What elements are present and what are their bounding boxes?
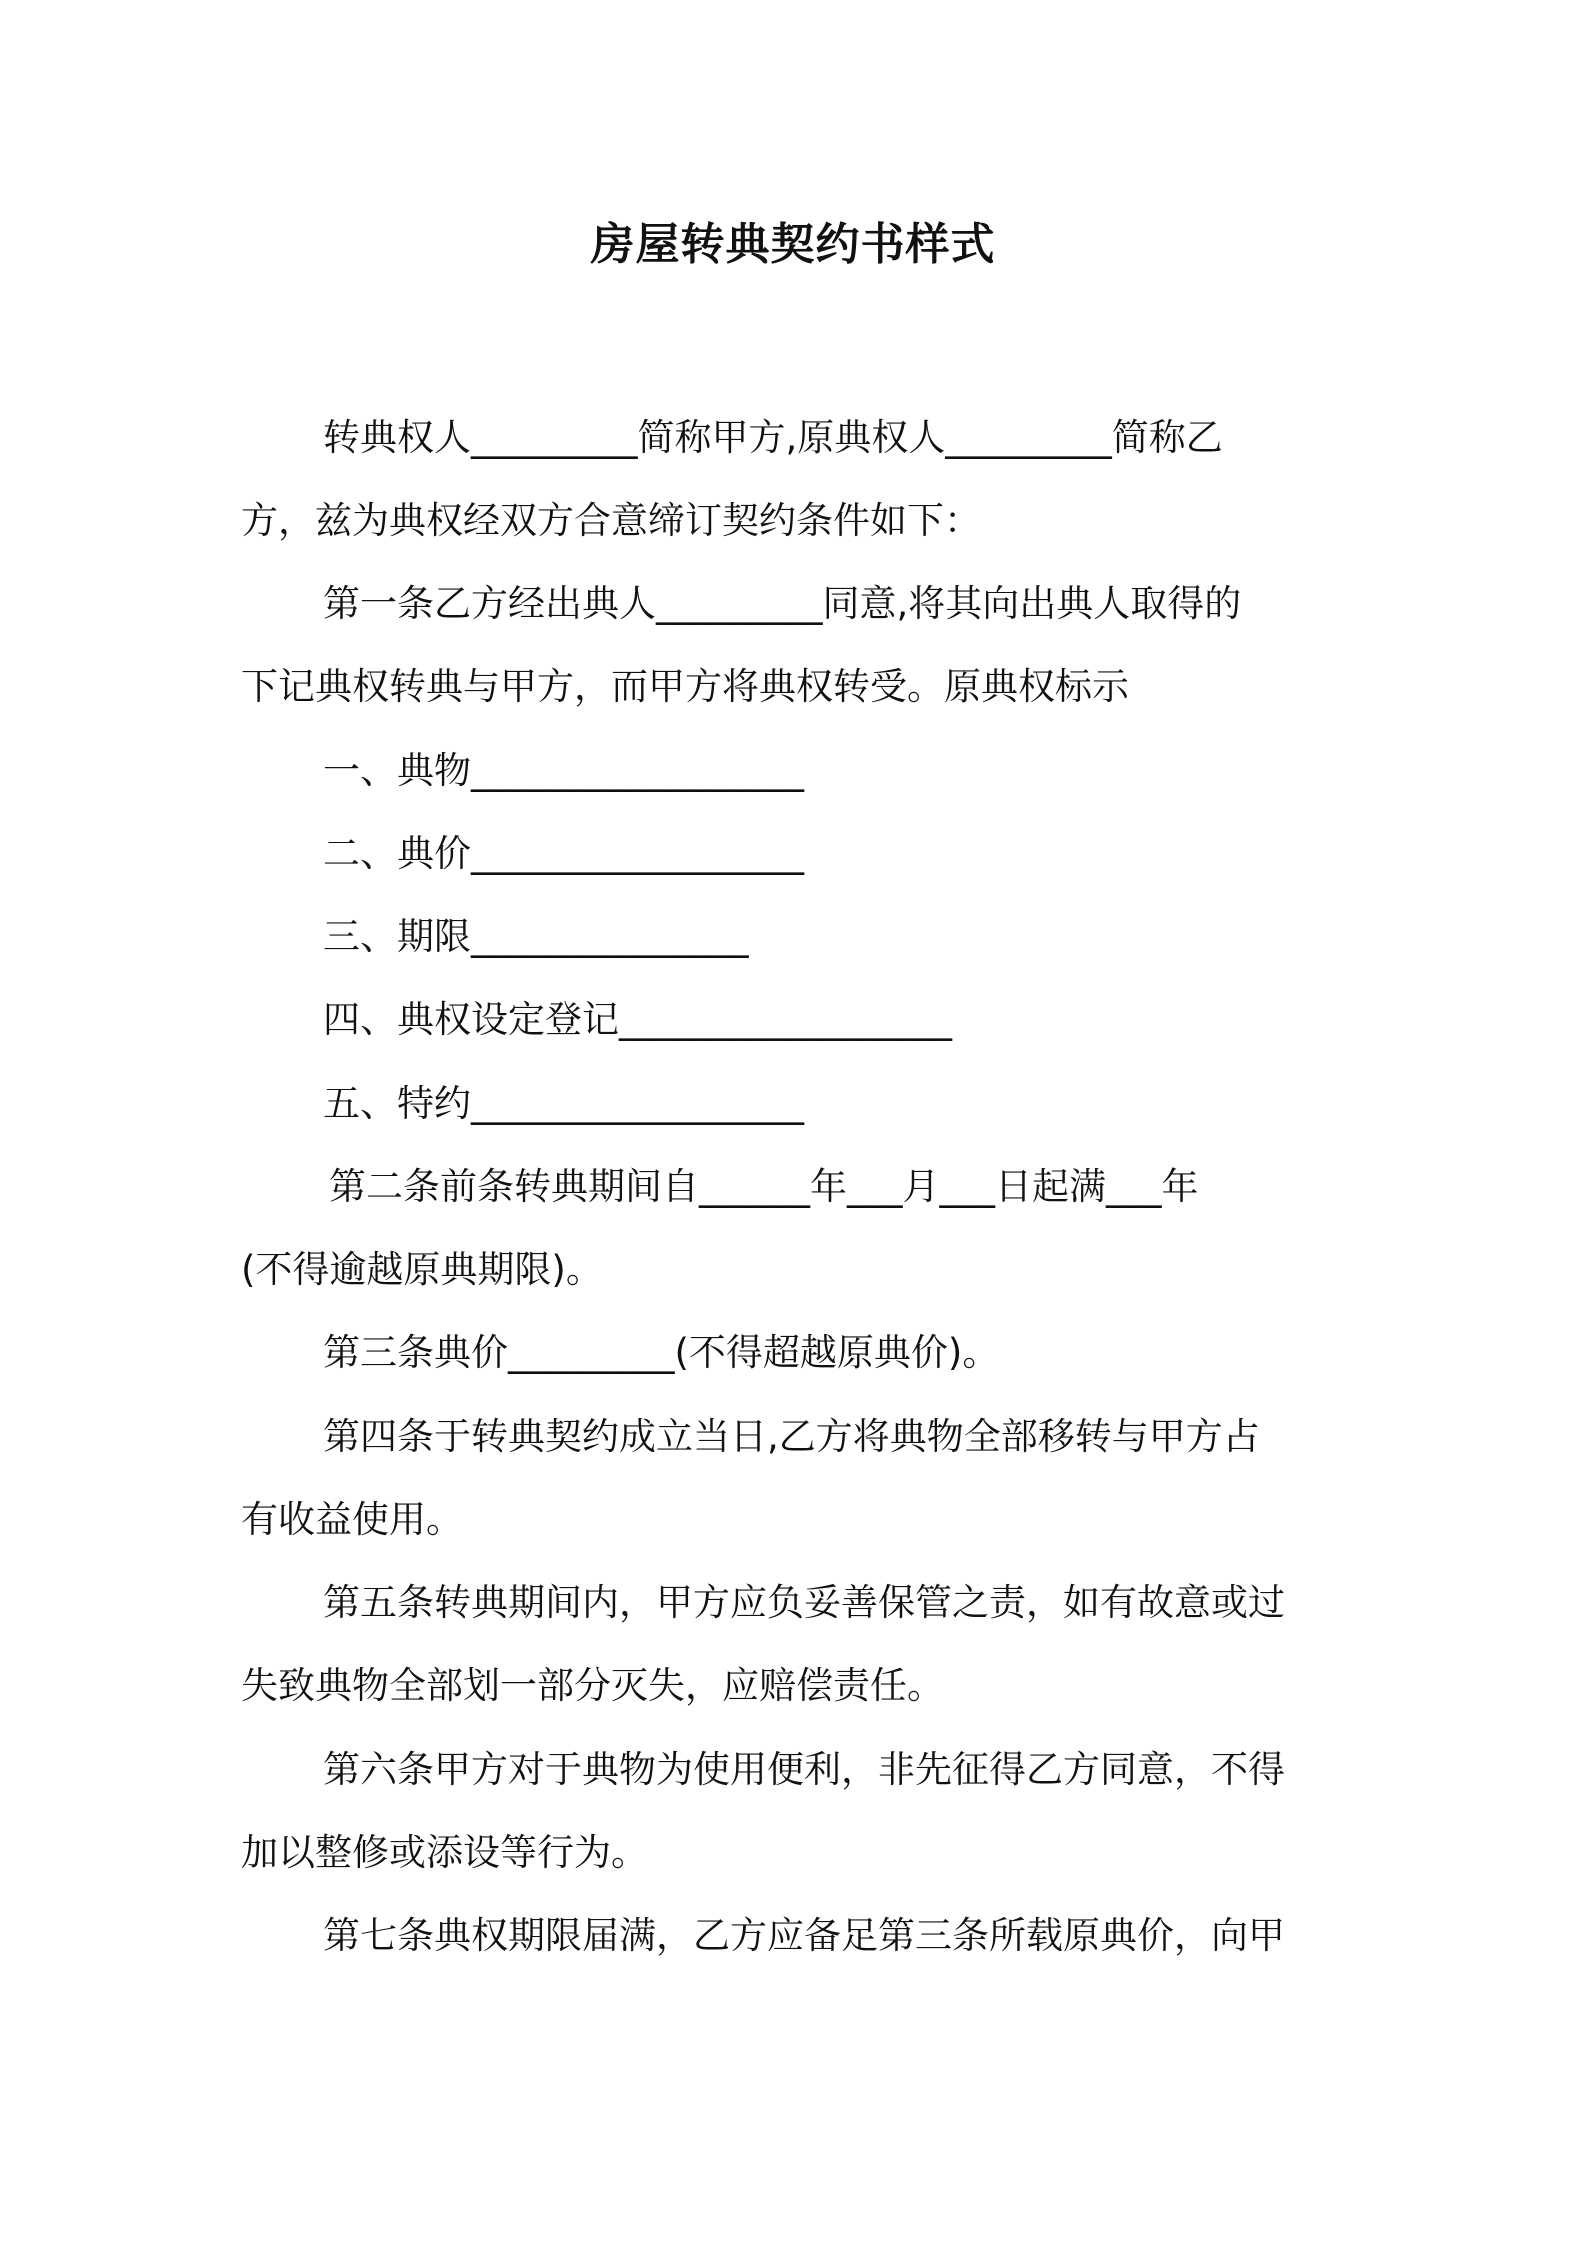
article-5-line-2: 失致典物全部划一部分灭失，应赔偿责任。 (241, 1664, 944, 1707)
article-3-line-1: 第三条典价_________(不得超越原典价)。 (323, 1331, 1000, 1374)
article-5-line-1: 第五条转典期间内，甲方应负妥善保管之责，如有故意或过 (323, 1581, 1285, 1624)
clause-parties-line-1: 转典权人_________简称甲方,原典权人_________简称乙 (323, 416, 1223, 459)
article-2-line-1: 第二条前条转典期间自______年___月___日起满___年 (329, 1165, 1199, 1208)
article-6-line-2: 加以整修或添设等行为。 (241, 1831, 648, 1874)
article-4-line-1: 第四条于转典契约成立当日,乙方将典物全部移转与甲方占 (323, 1415, 1260, 1458)
item-pledge-price: 二、典价__________________ (323, 832, 804, 875)
item-pledged-property: 一、典物__________________ (323, 749, 804, 792)
clause-parties-line-2: 方，兹为典权经双方合意缔订契约条件如下： (241, 499, 981, 542)
article-7-line-1: 第七条典权期限届满，乙方应备足第三条所载原典价，向甲 (323, 1914, 1285, 1957)
article-6-line-1: 第六条甲方对于典物为使用便利，非先征得乙方同意，不得 (323, 1748, 1285, 1791)
item-term: 三、期限_______________ (323, 915, 749, 958)
item-registration: 四、典权设定登记__________________ (323, 998, 952, 1041)
article-2-line-2: (不得逾越原典期限)。 (241, 1248, 603, 1291)
item-special-terms: 五、特约__________________ (323, 1082, 804, 1125)
document-title: 房屋转典契约书样式 (590, 219, 996, 270)
article-4-line-2: 有收益使用。 (241, 1498, 463, 1541)
article-1-line-1: 第一条乙方经出典人_________同意,将其向出典人取得的 (323, 582, 1242, 625)
article-1-line-2: 下记典权转典与甲方，而甲方将典权转受。原典权标示 (241, 665, 1129, 708)
